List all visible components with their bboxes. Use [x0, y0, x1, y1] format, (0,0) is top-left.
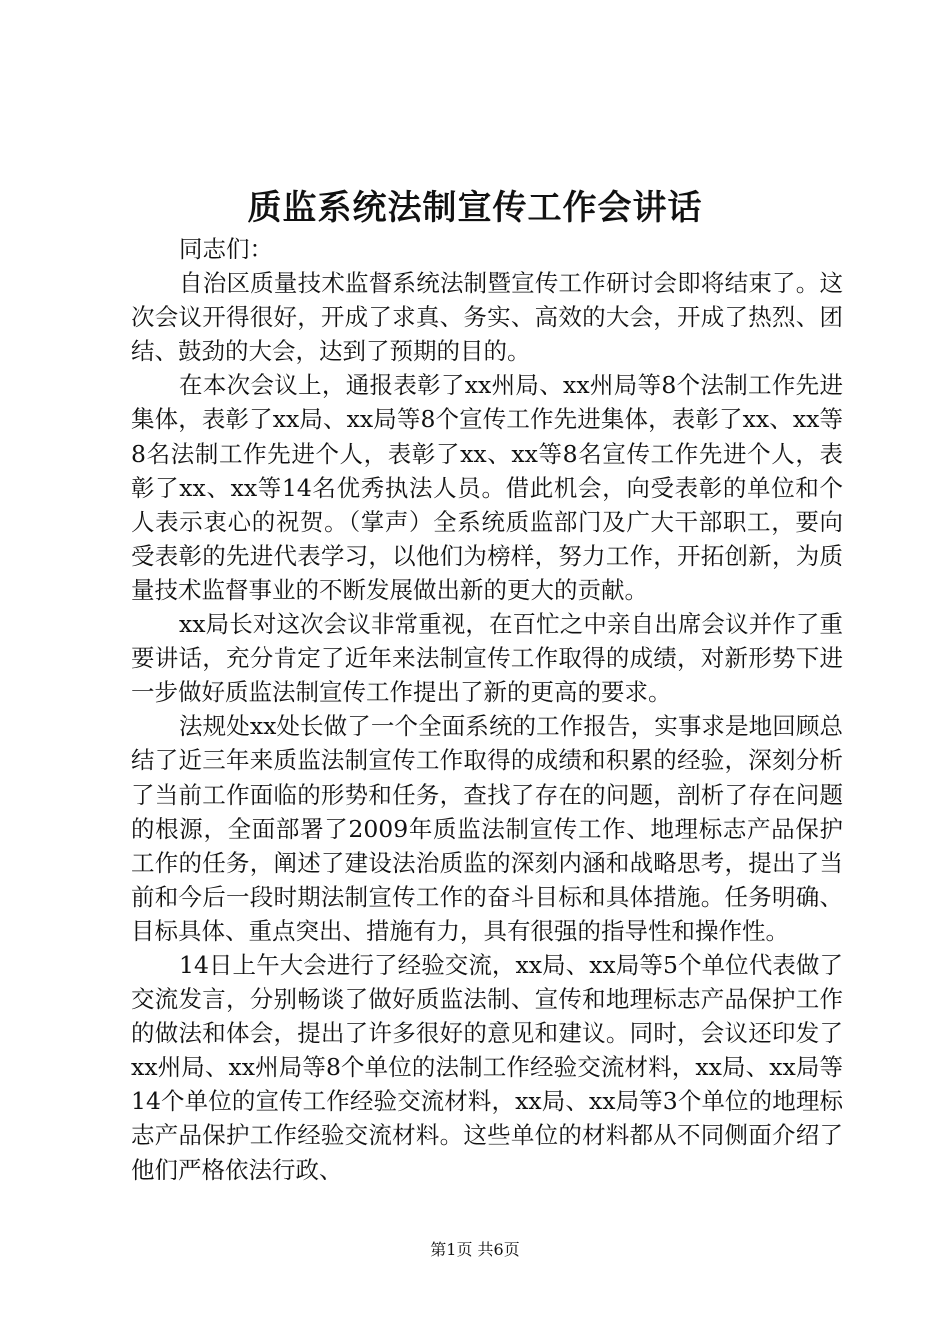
document-title: 质监系统法制宣传工作会讲话: [247, 188, 703, 228]
document-body: [131, 232, 843, 1187]
paragraph: 在本次会议上，通报表彰了xx州局、xx州局等8个法制工作先进集体，表彰了xx局、xx局等8个宣传工作先进集体，表彰了xx、xx等8名法制工作先进个人，表彰了xx、xx等8名宣传工作先进个人，表彰了xx、xx等14名优秀执法人员。借此机会，向受表彰的单位和个人表示衷心的祝贺。（掌声）全系统质监部门及广大干部职工，要向受表彰的先进代表学习，以他们为榜样，努力工作，开拓创新，为质量技术监督事业的不断发展做出新的更大的贡献。: [131, 371, 843, 604]
paragraph: 自治区质量技术监督系统法制暨宣传工作研讨会即将结束了。这次会议开得很好，开成了求真、务实、高效的大会，开成了热烈、团结、鼓劲的大会，达到了预期的目的。: [131, 269, 843, 366]
paragraph: 14日上午大会进行了经验交流，xx局、xx局等5个单位代表做了交流发言，分别畅谈了做好质监法制、宣传和地理标志产品保护工作的做法和体会，提出了许多很好的意见和建议。同时，会议还印发了xx州局、xx州局等8个单位的法制工作经验交流材料，xx局、xx局等14个单位的宣传工作经验交流材料，xx局、xx局等3个单位的地理标志产品保护工作经验交流材料。这些单位的材料都从不同侧面介绍了他们严格依法行政、: [131, 950, 843, 1184]
page-number-footer: 第1页 共6页: [430, 1240, 520, 1259]
paragraph: xx局长对这次会议非常重视，在百忙之中亲自出席会议并作了重要讲话，充分肯定了近年来法制宣传工作取得的成绩，对新形势下进一步做好质监法制宣传工作提出了新的更高的要求。: [131, 610, 843, 707]
paragraph: 法规处xx处长做了一个全面系统的工作报告，实事求是地回顾总结了近三年来质监法制宣传工作取得的成绩和积累的经验，深刻分析了当前工作面临的形势和任务，查找了存在的问题，剖析了存在问题的根源，全面部署了2009年质监法制宣传工作、地理标志产品保护工作的任务，阐述了建设法治质监的深刻内涵和战略思考，提出了当前和今后一段时期法制宣传工作的奋斗目标和具体措施。任务明确、目标具体、重点突出、措施有力，具有很强的指导性和操作性。: [131, 712, 843, 945]
salutation: 同志们：: [179, 235, 273, 263]
